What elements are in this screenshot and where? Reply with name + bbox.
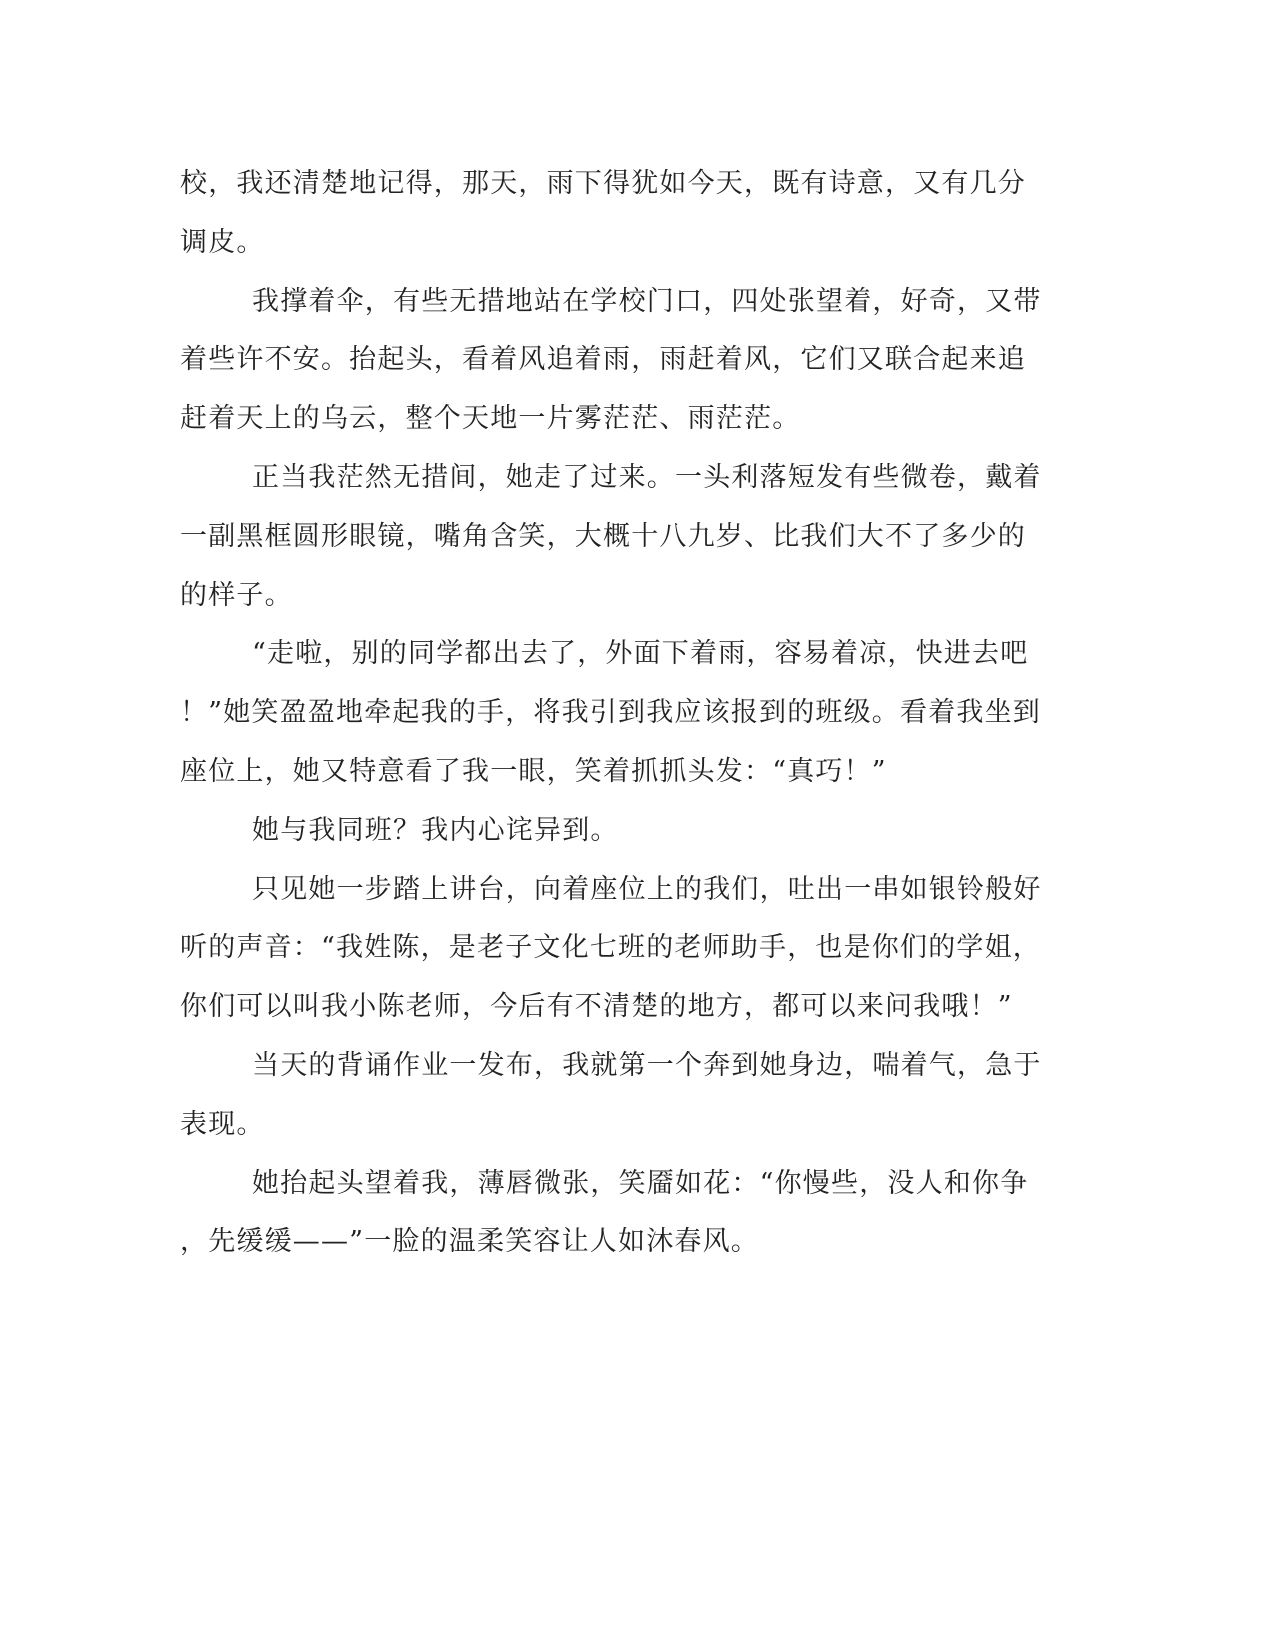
text-line: 我撑着伞，有些无措地站在学校门口，四处张望着，好奇，又带: [252, 285, 1042, 317]
body-text: [180, 155, 1060, 1272]
text-line: 只见她一步踏上讲台，向着座位上的我们，吐出一串如银铃般好: [252, 873, 1042, 905]
text-line: 校，我还清楚地记得，那天，雨下得犹如今天，既有诗意，又有几分: [180, 168, 1026, 199]
text-line: 着些许不安。抬起头，看着风追着雨，雨赶着风，它们又联合起来追: [180, 344, 1026, 376]
text-line: 正当我茫然无措间，她走了过来。一头利落短发有些微卷，戴着: [252, 461, 1042, 493]
text-line: 座位上，她又特意看了我一眼，笑着抓抓头发：“真巧！”: [180, 755, 887, 787]
text-line: 你们可以叫我小陈老师，今后有不清楚的地方，都可以来问我哦！”: [180, 991, 1013, 1023]
text-line: ，先缓缓——”一脸的温柔笑容让人如沐春风。: [180, 1226, 760, 1258]
text-line: 当天的背诵作业一发布，我就第一个奔到她身边，喘着气，急于: [252, 1049, 1042, 1081]
text-line: 听的声音：“我姓陈，是老子文化七班的老师助手，也是你们的学姐，: [180, 932, 1042, 964]
text-line: 她与我同班？我内心诧异到。: [252, 814, 619, 846]
text-line: 一副黑框圆形眼镜，嘴角含笑，大概十八九岁、比我们大不了多少的: [180, 520, 1026, 552]
text-line: 的样子。: [180, 579, 293, 611]
text-line: 表现。: [180, 1108, 265, 1140]
text-line: ！”她笑盈盈地牵起我的手，将我引到我应该报到的班级。看着我坐到: [180, 697, 1042, 729]
text-line: “走啦，别的同学都出去了，外面下着雨，容易着凉，快进去吧: [252, 638, 1029, 670]
text-line: 调皮。: [180, 226, 265, 258]
text-line: 赶着天上的乌云，整个天地一片雾茫茫、雨茫茫。: [180, 403, 801, 435]
text-line: 她抬起头望着我，薄唇微张，笑靥如花：“你慢些，没人和你争: [252, 1167, 1029, 1199]
